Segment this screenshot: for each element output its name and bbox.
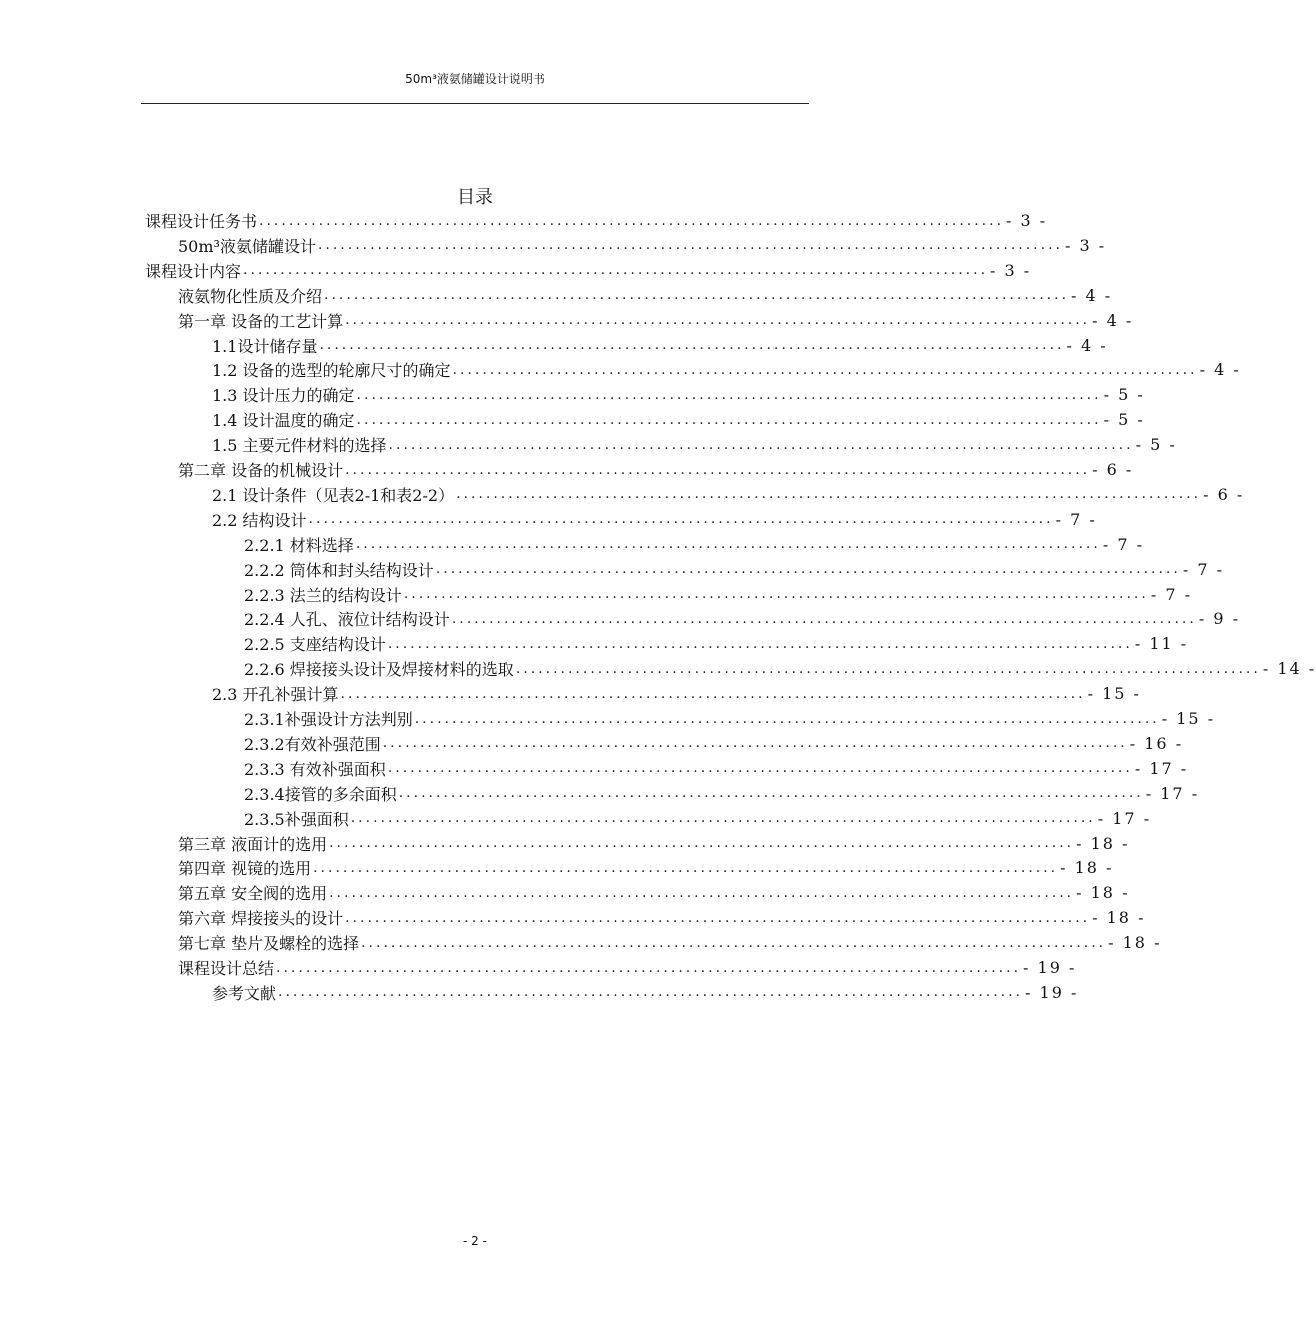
toc-entry-page: - 9 - [1198,609,1241,629]
toc-entry[interactable] [212,333,1108,358]
toc-entry-page: - 15 - [1161,709,1216,728]
toc-entry-label: 液氨物化性质及介绍 [178,286,323,306]
toc-title: 目录 [457,187,493,208]
toc-entry-label: 1.1设计储存量 [212,336,318,356]
toc-entry-page: - 4 - [1071,285,1113,305]
toc-entry[interactable] [178,457,1134,482]
toc-leader-dots: .................................................................................................... [356,411,1102,428]
toc-entry-page: - 3 - [1006,211,1048,230]
toc-entry-label: 2.2.3 法兰的结构设计 [244,585,402,605]
toc-leader-dots: .................................................................................................... [361,934,1107,951]
toc-leader-dots: .................................................................................................... [398,785,1144,802]
toc-entry-label: 2.2.6 焊接接头设计及焊接材料的选取 [244,660,514,680]
toc-entry[interactable] [212,432,1177,457]
toc-entry[interactable] [244,582,1193,607]
toc-leader-dots: .................................................................................................... [329,884,1075,901]
toc-entry[interactable] [178,905,1146,930]
toc-entry-page: - 16 - [1129,733,1184,753]
toc-entry[interactable] [244,631,1189,656]
toc-leader-dots: .................................................................................................... [308,511,1054,528]
toc-leader-dots: .................................................................................................... [435,561,1181,578]
toc-entry[interactable] [178,283,1113,308]
toc-entry-page: - 6 - [1203,484,1245,504]
toc-entry-label: 1.5 主要元件材料的选择 [212,436,387,456]
toc-entry[interactable] [212,482,1245,507]
toc-entry-page: - 17 - [1134,758,1189,778]
toc-leader-dots: .................................................................................................... [345,909,1091,926]
toc-entry[interactable] [244,756,1189,781]
toc-entry-label: 参考文献 [212,983,277,1003]
toc-leader-dots: .................................................................................................... [355,536,1101,553]
toc-entry-page: - 4 - [1066,335,1108,355]
toc-entry-label: 1.4 设计温度的确定 [212,411,355,431]
page-number: - 2 - [463,1234,487,1248]
toc-entry[interactable] [178,955,1077,980]
toc-leader-dots: .................................................................................................... [515,660,1261,677]
toc-entry-page: - 7 - [1055,509,1097,529]
toc-entry[interactable] [212,407,1145,432]
toc-leader-dots: .................................................................................................... [319,337,1065,353]
toc-leader-dots: .................................................................................................... [387,760,1133,777]
toc-entry-label: 2.3 开孔补强计算 [212,685,339,705]
toc-entry[interactable] [212,681,1141,706]
toc-entry-page: - 6 - [1092,460,1134,479]
toc-entry-label: 第一章 设备的工艺计算 [178,311,344,331]
toc-entry-page: - 17 - [1145,783,1200,803]
toc-leader-dots: .................................................................................................... [340,685,1086,702]
toc-entry-label: 2.3.4接管的多余面积 [244,784,397,804]
toc-entry-label: 第五章 安全阀的选用 [178,884,328,904]
toc-entry-label: 第三章 液面计的选用 [178,834,328,854]
toc-entry[interactable] [178,930,1162,955]
toc-entry[interactable] [244,806,1152,831]
toc-entry-page: - 18 - [1076,833,1130,853]
toc-entry[interactable] [244,557,1225,582]
toc-entry-label: 第二章 设备的机械设计 [178,461,344,480]
toc-entry-page: - 19 - [1023,958,1077,977]
toc-entry-label: 2.3.5补强面积 [244,809,349,829]
toc-entry-label: 2.2.4 人孔、液位计结构设计 [244,610,450,630]
toc-entry[interactable] [244,606,1241,631]
toc-leader-dots: .................................................................................................... [456,486,1202,503]
toc-entry-page: - 4 - [1092,310,1134,330]
running-header: 50m³液氨储罐设计说明书 [405,72,545,86]
toc-entry-page: - 7 - [1182,559,1225,579]
toc-leader-dots: .................................................................................................... [356,386,1102,403]
toc-leader-dots: .................................................................................................... [259,212,1005,229]
toc-entry-label: 2.2.2 筒体和封头结构设计 [244,560,434,580]
toc-leader-dots: .................................................................................................... [382,735,1128,752]
toc-entry-page: - 18 - [1060,858,1114,878]
toc-entry[interactable] [212,980,1079,1005]
toc-entry-label: 2.3.1补强设计方法判别 [244,710,413,729]
toc-entry[interactable] [244,781,1200,806]
toc-leader-dots: .................................................................................................... [278,984,1024,1001]
toc-leader-dots: .................................................................................................... [350,810,1096,827]
toc-entry-label: 1.3 设计压力的确定 [212,386,355,406]
toc-entry-label: 课程设计总结 [178,959,275,978]
toc-entry-label: 2.2 结构设计 [212,510,307,530]
toc-entry-label: 课程设计内容 [145,261,242,281]
toc-entry-page: - 18 - [1076,883,1130,903]
toc-entry-page: - 5 - [1135,435,1177,455]
toc-entry-label: 2.3.3 有效补强面积 [244,759,386,779]
toc-entry-label: 1.2 设备的选型的轮廓尺寸的确定 [212,361,451,381]
toc-entry-page: - 3 - [1064,235,1107,255]
toc-entry[interactable] [244,532,1145,557]
toc-entry[interactable] [178,880,1130,905]
toc-entry-label: 50m³液氨储罐设计 [178,236,316,256]
toc-entry-label: 第六章 焊接接头的设计 [178,909,344,929]
toc-entry[interactable] [145,208,1048,233]
toc-entry-label: 2.2.1 材料选择 [244,535,354,555]
toc-leader-dots: .................................................................................................... [403,586,1149,602]
toc-leader-dots: .................................................................................................... [313,859,1059,876]
toc-leader-dots: .................................................................................................... [414,710,1160,727]
toc-entry-label: 课程设计任务书 [145,212,258,231]
toc-leader-dots: .................................................................................................... [324,287,1070,304]
toc-entry-page: - 15 - [1087,684,1141,704]
toc-leader-dots: .................................................................................................... [452,361,1198,378]
toc-entry[interactable] [212,507,1097,532]
toc-entry-label: 2.1 设计条件（见表2-1和表2-2） [212,485,455,505]
toc-entry[interactable] [178,831,1130,856]
toc-leader-dots: .................................................................................................... [329,835,1075,851]
toc-entry-page: - 5 - [1103,385,1145,405]
toc-entry-page: - 7 - [1150,584,1193,604]
toc-entry-label: 2.3.2有效补强范围 [244,734,381,754]
toc-leader-dots: .................................................................................................... [345,461,1091,478]
toc-leader-dots: .................................................................................................... [388,436,1134,453]
toc-entry-page: - 18 - [1092,908,1146,928]
toc-entry[interactable] [145,258,1032,283]
toc-entry-page: - 17 - [1097,808,1152,828]
toc-entry[interactable] [178,855,1114,880]
toc-entry-label: 第四章 视镜的选用 [178,859,312,879]
toc-entry-page: - 18 - [1108,933,1162,953]
toc-entry[interactable] [178,308,1134,333]
toc-entry[interactable] [212,382,1145,407]
toc-entry[interactable] [244,731,1184,756]
toc-entry[interactable] [244,656,1316,681]
toc-leader-dots: .................................................................................................... [276,959,1022,976]
toc-entry-page: - 14 - [1262,659,1316,679]
toc-entry-label: 2.2.5 支座结构设计 [244,635,386,655]
toc-leader-dots: .................................................................................................... [387,635,1133,652]
toc-entry-page: - 7 - [1102,534,1145,554]
toc-entry[interactable] [244,706,1216,731]
toc-entry-page: - 11 - [1134,634,1189,654]
toc-entry-page: - 4 - [1199,360,1241,380]
toc-entry-page: - 5 - [1103,410,1145,430]
toc-entry-label: 第七章 垫片及螺栓的选择 [178,934,360,954]
toc-entry-page: - 3 - [990,260,1032,280]
toc-entry[interactable] [212,357,1241,382]
toc-entry[interactable] [178,233,1107,258]
header-divider [141,103,809,104]
toc-leader-dots: .................................................................................................... [243,262,989,279]
toc-entry-page: - 19 - [1025,982,1079,1002]
toc-leader-dots: .................................................................................................... [345,312,1091,329]
toc-leader-dots: .................................................................................................... [451,610,1197,627]
toc-leader-dots: .................................................................................................... [317,237,1063,254]
